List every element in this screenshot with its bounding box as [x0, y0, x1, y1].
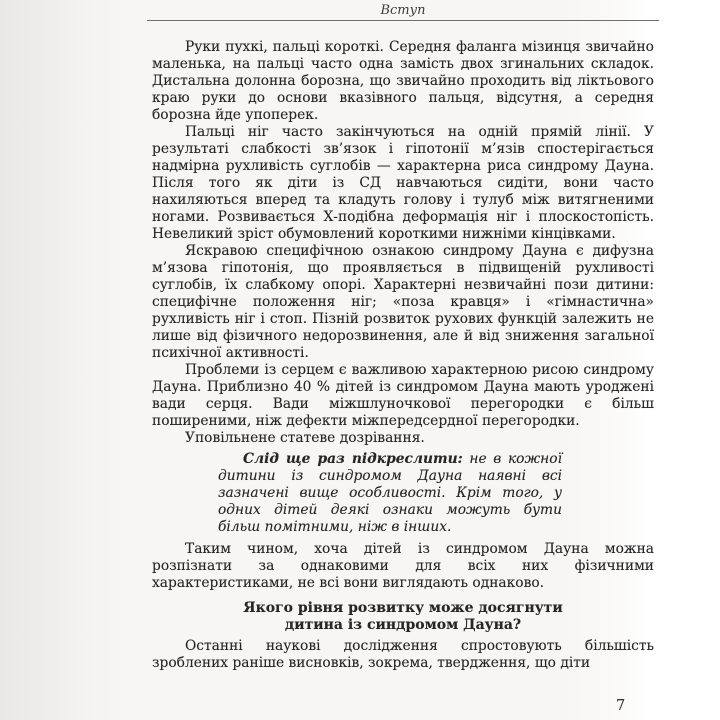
page-number: 7: [616, 698, 626, 714]
section-heading-line-2: дитина із синдромом Дауна?: [284, 617, 522, 633]
paragraph-toes-posture: Пальці ніг часто закінчуються на одній прямій лінії. У результаті слабкості зв’язок і гіпотонії м’язів спостерігається надмірна рухливість суглобів — характерна риса синдрому Дауна. Після того як діти із СД навчаються сидіти, вони часто нахиляються вперед та кладуть голову і тулуб між витягненими ногами. Розвивається Х-подібна деформація ніг і плоскостопість. Невеликий зріст обумовлений короткими нижніми кінцівками.: [152, 124, 654, 242]
section-heading-line-1: Якого рівня розвитку може досягнути: [243, 600, 563, 616]
quote-lead-in: Слід ще раз підкреслити:: [243, 451, 463, 467]
paragraph-hands: Руки пухкі, пальці короткі. Середня фаланга мізинця звичайно маленька, на пальці часто одна замість двох згинальних складок. Дистальна долонна борозна, що звичайно проходить від ліктьового краю руки до основи вказівного пальця, відсутня, а середня борозна йде упоперек.: [152, 39, 654, 123]
emphasized-quote-block: [152, 451, 654, 536]
paragraph-conclusion: Таким чином, хоча дітей із синдромом Дауна можна розпізнати за однаковими для всіх них фізичними характеристиками, не всі вони виглядають однаково.: [152, 541, 654, 591]
paragraph-maturation: Уповільнене статеве дозрівання.: [185, 430, 425, 446]
paragraph-hypotonia: Яскравою специфічною ознакою синдрому Дауна є дифузна м’язова гіпотонія, що проявляється в підвищеній рухливості суглобів, їх слабкому опорі. Характерні незвичайні пози дитини: специфічне положення ніг; «поза кравця» і «гімнастична» рухливість ніг і стоп. Пізній розвиток рухових функцій залежить не лише від фізичного недорозвинення, але й від зниження загальної психічної активності.: [152, 243, 654, 361]
running-title: Вступ: [380, 3, 426, 18]
paragraph-research: Останні наукові дослідження спростовують більшість зроблених раніше висновків, зокрема, твердження, що діти: [152, 638, 654, 671]
quote-body: не в кожної дитини із синдромом Дауна наявні всі зазначені вище особливості. Крім того, у одних дітей деякі ознаки можуть бути більш помітними, ніж в інших.: [218, 451, 562, 535]
text-column: [152, 0, 654, 672]
section-heading: [152, 600, 654, 634]
header-rule: [147, 20, 659, 21]
body-text: [152, 39, 654, 672]
paragraph-heart: Проблеми із серцем є важливою характерною рисою синдрому Дауна. Приблизно 40 % дітей із синдромом Дауна мають уроджені вади серця. Вади міжшлуночкової перегородки є більш поширеними, ніж дефекти міжпередсердної перегородки.: [152, 362, 654, 429]
